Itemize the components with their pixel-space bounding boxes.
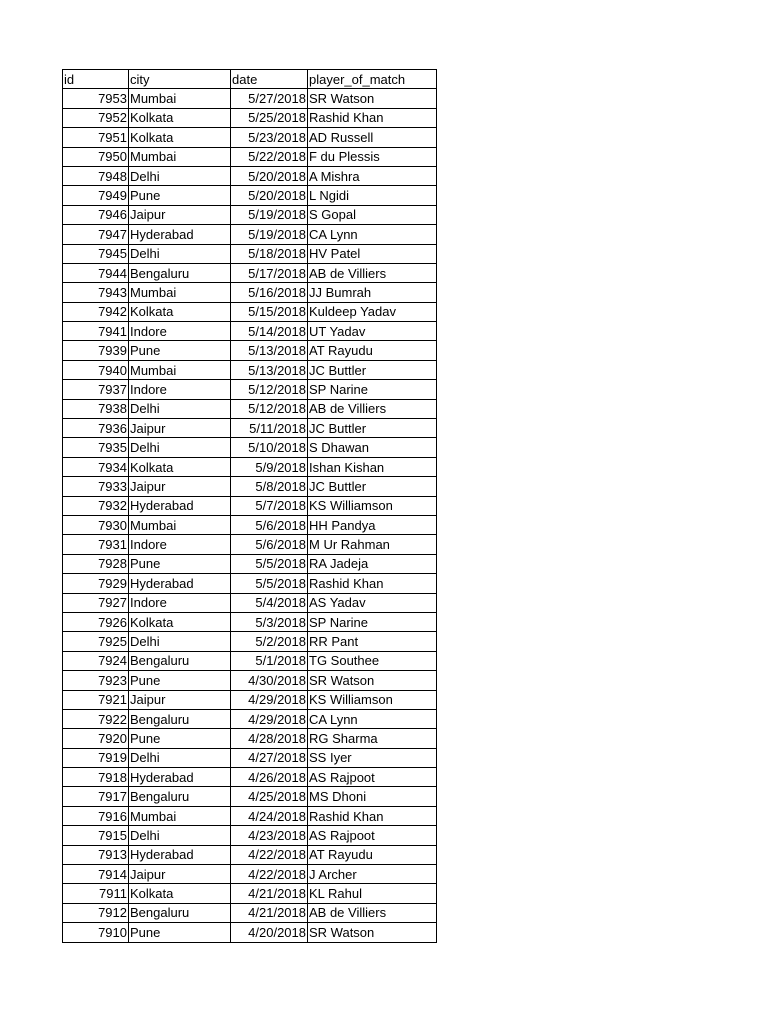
cell-date[interactable]: 5/13/2018	[231, 341, 308, 360]
cell-id[interactable]: 7937	[63, 380, 129, 399]
cell-player-of-match[interactable]: AT Rayudu	[308, 845, 437, 864]
cell-date[interactable]: 4/29/2018	[231, 709, 308, 728]
cell-id[interactable]: 7913	[63, 845, 129, 864]
table-row	[63, 341, 437, 360]
cell-city[interactable]: Indore	[129, 593, 231, 612]
cell-date[interactable]: 5/8/2018	[231, 477, 308, 496]
cell-date[interactable]: 5/7/2018	[231, 496, 308, 515]
table-row	[63, 806, 437, 825]
cell-id[interactable]: 7931	[63, 535, 129, 554]
cell-id[interactable]: 7934	[63, 457, 129, 476]
cell-city[interactable]: Bengaluru	[129, 263, 231, 282]
cell-city[interactable]: Kolkata	[129, 128, 231, 147]
cell-id[interactable]: 7947	[63, 225, 129, 244]
cell-date[interactable]: 5/12/2018	[231, 380, 308, 399]
cell-date[interactable]: 5/27/2018	[231, 89, 308, 108]
table-row	[63, 302, 437, 321]
cell-date[interactable]: 5/5/2018	[231, 574, 308, 593]
table-row	[63, 263, 437, 282]
cell-id[interactable]: 7942	[63, 302, 129, 321]
cell-id[interactable]: 7914	[63, 865, 129, 884]
cell-player-of-match[interactable]: RG Sharma	[308, 729, 437, 748]
cell-city[interactable]: Pune	[129, 729, 231, 748]
cell-city[interactable]: Bengaluru	[129, 709, 231, 728]
cell-date[interactable]: 5/18/2018	[231, 244, 308, 263]
cell-player-of-match[interactable]: TG Southee	[308, 651, 437, 670]
cell-id[interactable]: 7943	[63, 283, 129, 302]
cell-id[interactable]: 7910	[63, 923, 129, 942]
table-row	[63, 923, 437, 942]
table-row	[63, 322, 437, 341]
cell-id[interactable]: 7933	[63, 477, 129, 496]
cell-player-of-match[interactable]: J Archer	[308, 865, 437, 884]
table-row	[63, 205, 437, 224]
cell-city[interactable]: Kolkata	[129, 457, 231, 476]
cell-id[interactable]: 7915	[63, 826, 129, 845]
table-row	[63, 225, 437, 244]
table-row	[63, 166, 437, 185]
cell-id[interactable]: 7923	[63, 671, 129, 690]
cell-date[interactable]: 4/28/2018	[231, 729, 308, 748]
cell-id[interactable]: 7944	[63, 263, 129, 282]
table-body	[63, 70, 437, 943]
cell-id[interactable]: 7952	[63, 108, 129, 127]
cell-id[interactable]: 7929	[63, 574, 129, 593]
cell-player-of-match[interactable]: AB de Villiers	[308, 263, 437, 282]
table-row	[63, 419, 437, 438]
table-row	[63, 380, 437, 399]
cell-player-of-match[interactable]: JJ Bumrah	[308, 283, 437, 302]
cell-date[interactable]: 4/22/2018	[231, 845, 308, 864]
cell-player-of-match[interactable]: CA Lynn	[308, 709, 437, 728]
table-row	[63, 612, 437, 631]
cell-date[interactable]: 4/22/2018	[231, 865, 308, 884]
table-row	[63, 632, 437, 651]
cell-date[interactable]: 5/17/2018	[231, 263, 308, 282]
cell-date[interactable]: 5/19/2018	[231, 205, 308, 224]
cell-date[interactable]: 5/1/2018	[231, 651, 308, 670]
table-row	[63, 709, 437, 728]
cell-player-of-match[interactable]: S Dhawan	[308, 438, 437, 457]
cell-date[interactable]: 4/30/2018	[231, 671, 308, 690]
table-row	[63, 884, 437, 903]
cell-city[interactable]: Pune	[129, 186, 231, 205]
cell-player-of-match[interactable]: KS Williamson	[308, 496, 437, 515]
table-row	[63, 457, 437, 476]
table-row	[63, 826, 437, 845]
cell-id[interactable]: 7918	[63, 768, 129, 787]
cell-city[interactable]: Mumbai	[129, 806, 231, 825]
table-row	[63, 554, 437, 573]
cell-city[interactable]: Jaipur	[129, 419, 231, 438]
cell-city[interactable]: Pune	[129, 341, 231, 360]
cell-id[interactable]: 7928	[63, 554, 129, 573]
cell-city[interactable]: Kolkata	[129, 884, 231, 903]
cell-player-of-match[interactable]: KS Williamson	[308, 690, 437, 709]
cell-date[interactable]: 5/25/2018	[231, 108, 308, 127]
cell-date[interactable]: 5/23/2018	[231, 128, 308, 147]
cell-id[interactable]: 7916	[63, 806, 129, 825]
cell-city[interactable]: Delhi	[129, 748, 231, 767]
table-row	[63, 283, 437, 302]
table-row	[63, 748, 437, 767]
cell-date[interactable]: 5/20/2018	[231, 186, 308, 205]
table-row	[63, 768, 437, 787]
cell-date[interactable]: 4/26/2018	[231, 768, 308, 787]
cell-id[interactable]: 7925	[63, 632, 129, 651]
table-row	[63, 535, 437, 554]
cell-city[interactable]: Pune	[129, 671, 231, 690]
cell-player-of-match[interactable]: SR Watson	[308, 671, 437, 690]
cell-id[interactable]: 7930	[63, 515, 129, 534]
cell-player-of-match[interactable]: MS Dhoni	[308, 787, 437, 806]
cell-city[interactable]: Kolkata	[129, 108, 231, 127]
cell-id[interactable]: 7932	[63, 496, 129, 515]
cell-city[interactable]: Delhi	[129, 632, 231, 651]
table-row	[63, 477, 437, 496]
cell-city[interactable]: Hyderabad	[129, 574, 231, 593]
header-cell-date[interactable]: date	[231, 70, 308, 89]
cell-city[interactable]: Kolkata	[129, 612, 231, 631]
cell-id[interactable]: 7939	[63, 341, 129, 360]
cell-player-of-match[interactable]: SP Narine	[308, 612, 437, 631]
cell-city[interactable]: Delhi	[129, 438, 231, 457]
cell-date[interactable]: 4/21/2018	[231, 903, 308, 922]
cell-city[interactable]: Mumbai	[129, 147, 231, 166]
matches-table	[62, 69, 437, 943]
header-cell-player-of-match[interactable]: player_of_match	[308, 70, 437, 89]
table-row	[63, 903, 437, 922]
cell-id[interactable]: 7920	[63, 729, 129, 748]
cell-city[interactable]: Mumbai	[129, 283, 231, 302]
cell-date[interactable]: 5/14/2018	[231, 322, 308, 341]
cell-date[interactable]: 5/15/2018	[231, 302, 308, 321]
table-row	[63, 108, 437, 127]
cell-id[interactable]: 7953	[63, 89, 129, 108]
cell-player-of-match[interactable]: JC Buttler	[308, 477, 437, 496]
cell-id[interactable]: 7926	[63, 612, 129, 631]
cell-id[interactable]: 7949	[63, 186, 129, 205]
cell-date[interactable]: 5/6/2018	[231, 535, 308, 554]
cell-city[interactable]: Pune	[129, 554, 231, 573]
cell-player-of-match[interactable]: JC Buttler	[308, 419, 437, 438]
cell-player-of-match[interactable]: S Gopal	[308, 205, 437, 224]
cell-city[interactable]: Hyderabad	[129, 845, 231, 864]
cell-date[interactable]: 4/27/2018	[231, 748, 308, 767]
cell-id[interactable]: 7927	[63, 593, 129, 612]
header-cell-city[interactable]: city	[129, 70, 231, 89]
cell-player-of-match[interactable]: SP Narine	[308, 380, 437, 399]
cell-player-of-match[interactable]: A Mishra	[308, 166, 437, 185]
cell-player-of-match[interactable]: AS Rajpoot	[308, 826, 437, 845]
cell-id[interactable]: 7948	[63, 166, 129, 185]
cell-city[interactable]: Hyderabad	[129, 768, 231, 787]
cell-id[interactable]: 7936	[63, 419, 129, 438]
cell-id[interactable]: 7945	[63, 244, 129, 263]
cell-city[interactable]: Bengaluru	[129, 903, 231, 922]
cell-city[interactable]: Jaipur	[129, 205, 231, 224]
cell-city[interactable]: Delhi	[129, 826, 231, 845]
cell-player-of-match[interactable]: RA Jadeja	[308, 554, 437, 573]
cell-player-of-match[interactable]: SS Iyer	[308, 748, 437, 767]
cell-player-of-match[interactable]: F du Plessis	[308, 147, 437, 166]
cell-player-of-match[interactable]: Rashid Khan	[308, 574, 437, 593]
cell-id[interactable]: 7912	[63, 903, 129, 922]
table-row	[63, 515, 437, 534]
cell-id[interactable]: 7922	[63, 709, 129, 728]
cell-date[interactable]: 5/2/2018	[231, 632, 308, 651]
cell-player-of-match[interactable]: AT Rayudu	[308, 341, 437, 360]
table-row	[63, 360, 437, 379]
cell-city[interactable]: Jaipur	[129, 477, 231, 496]
cell-date[interactable]: 4/25/2018	[231, 787, 308, 806]
table-row	[63, 438, 437, 457]
cell-city[interactable]: Bengaluru	[129, 651, 231, 670]
cell-id[interactable]: 7938	[63, 399, 129, 418]
table-row	[63, 399, 437, 418]
cell-date[interactable]: 4/24/2018	[231, 806, 308, 825]
cell-city[interactable]: Delhi	[129, 166, 231, 185]
cell-date[interactable]: 5/19/2018	[231, 225, 308, 244]
table-row	[63, 593, 437, 612]
cell-player-of-match[interactable]: CA Lynn	[308, 225, 437, 244]
cell-id[interactable]: 7951	[63, 128, 129, 147]
table-row	[63, 690, 437, 709]
cell-player-of-match[interactable]: M Ur Rahman	[308, 535, 437, 554]
cell-date[interactable]: 5/5/2018	[231, 554, 308, 573]
cell-date[interactable]: 5/13/2018	[231, 360, 308, 379]
table-row	[63, 147, 437, 166]
cell-city[interactable]: Indore	[129, 380, 231, 399]
cell-player-of-match[interactable]: AB de Villiers	[308, 399, 437, 418]
cell-date[interactable]: 4/20/2018	[231, 923, 308, 942]
cell-date[interactable]: 5/3/2018	[231, 612, 308, 631]
cell-city[interactable]: Mumbai	[129, 360, 231, 379]
cell-date[interactable]: 5/22/2018	[231, 147, 308, 166]
cell-player-of-match[interactable]: KL Rahul	[308, 884, 437, 903]
cell-id[interactable]: 7946	[63, 205, 129, 224]
cell-date[interactable]: 4/21/2018	[231, 884, 308, 903]
cell-city[interactable]: Delhi	[129, 244, 231, 263]
cell-date[interactable]: 5/4/2018	[231, 593, 308, 612]
cell-city[interactable]: Jaipur	[129, 865, 231, 884]
cell-date[interactable]: 5/6/2018	[231, 515, 308, 534]
cell-player-of-match[interactable]: AS Rajpoot	[308, 768, 437, 787]
cell-player-of-match[interactable]: HH Pandya	[308, 515, 437, 534]
cell-city[interactable]: Hyderabad	[129, 496, 231, 515]
cell-date[interactable]: 4/29/2018	[231, 690, 308, 709]
table-row	[63, 671, 437, 690]
cell-city[interactable]: Indore	[129, 322, 231, 341]
cell-id[interactable]: 7911	[63, 884, 129, 903]
cell-id[interactable]: 7919	[63, 748, 129, 767]
cell-city[interactable]: Mumbai	[129, 89, 231, 108]
table-row	[63, 787, 437, 806]
cell-player-of-match[interactable]: Rashid Khan	[308, 806, 437, 825]
table-row	[63, 244, 437, 263]
table-row	[63, 865, 437, 884]
cell-city[interactable]: Jaipur	[129, 690, 231, 709]
cell-date[interactable]: 5/10/2018	[231, 438, 308, 457]
cell-city[interactable]: Mumbai	[129, 515, 231, 534]
table-row	[63, 186, 437, 205]
cell-date[interactable]: 4/23/2018	[231, 826, 308, 845]
cell-id[interactable]: 7941	[63, 322, 129, 341]
table-row	[63, 729, 437, 748]
cell-date[interactable]: 5/11/2018	[231, 419, 308, 438]
cell-city[interactable]: Pune	[129, 923, 231, 942]
cell-player-of-match[interactable]: SR Watson	[308, 89, 437, 108]
table-row	[63, 128, 437, 147]
cell-player-of-match[interactable]: RR Pant	[308, 632, 437, 651]
table-row	[63, 574, 437, 593]
cell-player-of-match[interactable]: AS Yadav	[308, 593, 437, 612]
cell-date[interactable]: 5/16/2018	[231, 283, 308, 302]
cell-player-of-match[interactable]: Kuldeep Yadav	[308, 302, 437, 321]
cell-player-of-match[interactable]: UT Yadav	[308, 322, 437, 341]
cell-player-of-match[interactable]: SR Watson	[308, 923, 437, 942]
cell-city[interactable]: Hyderabad	[129, 225, 231, 244]
header-cell-id[interactable]: id	[63, 70, 129, 89]
cell-city[interactable]: Kolkata	[129, 302, 231, 321]
cell-id[interactable]: 7921	[63, 690, 129, 709]
cell-player-of-match[interactable]: AD Russell	[308, 128, 437, 147]
table-row	[63, 651, 437, 670]
cell-player-of-match[interactable]: Rashid Khan	[308, 108, 437, 127]
table-row	[63, 89, 437, 108]
cell-id[interactable]: 7950	[63, 147, 129, 166]
cell-player-of-match[interactable]: L Ngidi	[308, 186, 437, 205]
cell-id[interactable]: 7935	[63, 438, 129, 457]
cell-player-of-match[interactable]: AB de Villiers	[308, 903, 437, 922]
cell-player-of-match[interactable]: HV Patel	[308, 244, 437, 263]
cell-id[interactable]: 7940	[63, 360, 129, 379]
cell-id[interactable]: 7917	[63, 787, 129, 806]
cell-date[interactable]: 5/20/2018	[231, 166, 308, 185]
cell-city[interactable]: Delhi	[129, 399, 231, 418]
table-row	[63, 845, 437, 864]
cell-city[interactable]: Indore	[129, 535, 231, 554]
cell-id[interactable]: 7924	[63, 651, 129, 670]
cell-date[interactable]: 5/9/2018	[231, 457, 308, 476]
table-row	[63, 496, 437, 515]
cell-player-of-match[interactable]: Ishan Kishan	[308, 457, 437, 476]
header-row	[63, 70, 437, 89]
cell-date[interactable]: 5/12/2018	[231, 399, 308, 418]
cell-city[interactable]: Bengaluru	[129, 787, 231, 806]
cell-player-of-match[interactable]: JC Buttler	[308, 360, 437, 379]
